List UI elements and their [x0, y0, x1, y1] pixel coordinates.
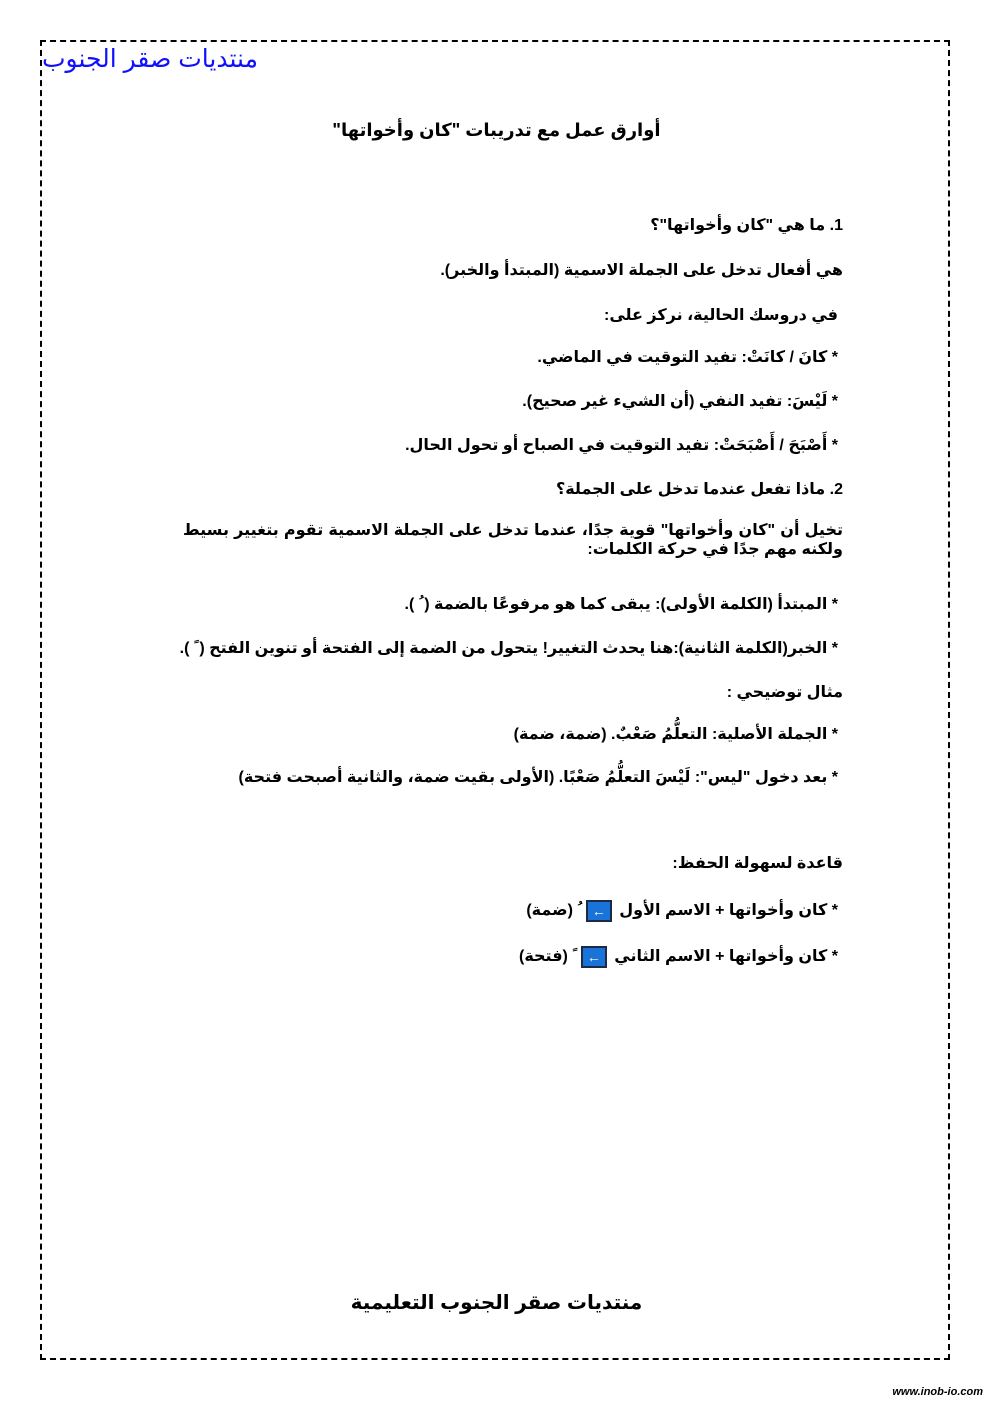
brand-header: منتديات صقر الجنوب	[42, 45, 258, 73]
page-title: أوارق عمل مع تدريبات "كان وأخواتها"	[332, 120, 661, 140]
section1-focus-intro: في دروسك الحالية، نركز على:	[604, 307, 838, 324]
example-item: * بعد دخول "ليس": لَيْسَ التعلُّمُ صَعْبًا. (الأولى بقيت ضمة، والثانية أصبحت فتحة)	[238, 769, 838, 786]
example-item: * الجملة الأصلية: التعلُّمُ صَعْبٌ. (ضمة، ضمة)	[513, 726, 838, 743]
rule-row	[519, 946, 838, 968]
footer-url: www.inob-io.com	[892, 1386, 983, 1398]
section2-intro: تخيل أن "كان وأخواتها" قوية جدًا، عندما تدخل على الجملة الاسمية تقوم بتغيير بسيط ولكنه مهم جدًا في حركة الكلمات:	[183, 522, 843, 558]
list-item: * الخبر(الكلمة الثانية):هنا يحدث التغيير! يتحول من الضمة إلى الفتحة أو تنوين الفتح ( ً ).	[179, 640, 838, 657]
rule-row-left: * كان وأخواتها + الاسم الثاني	[614, 948, 838, 966]
list-item: * المبتدأ (الكلمة الأولى): يبقى كما هو مرفوعًا بالضمة ( ُ ).	[404, 596, 838, 613]
section2-heading: 2. ماذا تفعل عندما تدخل على الجملة؟	[555, 481, 843, 498]
section1-definition: هي أفعال تدخل على الجملة الاسمية (المبتدأ والخبر).	[440, 262, 843, 279]
list-item: * كانَ / كانَتْ: تفيد التوقيت في الماضي.	[537, 349, 838, 366]
example-label: مثال توضيحي :	[726, 684, 843, 701]
list-item: * لَيْسَ: تفيد النفي (أن الشيء غير صحيح).	[522, 393, 838, 410]
rule-heading: قاعدة لسهولة الحفظ:	[672, 855, 843, 872]
footer-text: منتديات صقر الجنوب التعليمية	[350, 1292, 643, 1314]
arrow-left-icon: ←	[586, 900, 612, 922]
list-item: * أَصْبَحَ / أَصْبَحَتْ: تفيد التوقيت في الصباح أو تحول الحال.	[405, 437, 838, 454]
rule-row-result: (ضمة)	[526, 902, 573, 920]
rule-row	[526, 900, 838, 922]
rule-row-left: * كان وأخواتها + الاسم الأول	[619, 902, 838, 920]
rule-row-result: (فتحة)	[518, 948, 568, 966]
arrow-left-icon: ←	[581, 946, 607, 968]
section1-heading: 1. ما هي "كان وأخواتها"؟	[650, 217, 843, 234]
